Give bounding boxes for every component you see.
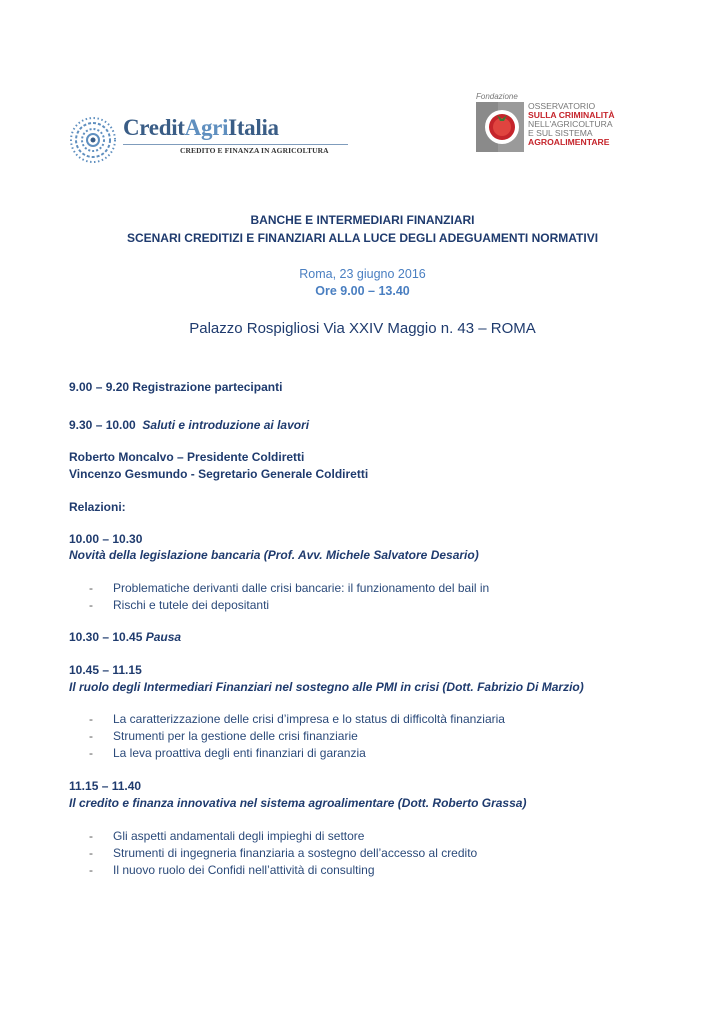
sun-emblem-icon: [68, 115, 118, 165]
brand-tagline: CREDITO E FINANZA IN AGRICOLTURA: [180, 146, 329, 155]
session-2-title: Il ruolo degli Intermediari Finanziari nel sostegno alle PMI in crisi (Dott. Fabrizio Di Marzio): [69, 680, 584, 694]
pause-label: Pausa: [145, 630, 182, 644]
session-3-time: 11.15 – 11.40: [69, 779, 142, 793]
welcome-time: 9.30 – 10.00: [69, 418, 136, 432]
speaker-2: Vincenzo Gesmundo - Segretario Generale Coldiretti: [69, 467, 369, 481]
event-date: Roma, 23 giugno 2016: [299, 267, 426, 281]
agenda-registration: 9.00 – 9.20 Registrazione partecipanti: [69, 380, 283, 394]
event-venue: Palazzo Rospigliosi Via XXIV Maggio n. 43 – ROMA: [189, 320, 536, 337]
brand-divider: [123, 144, 348, 145]
osservatorio-logo: [474, 92, 634, 156]
creditagriitalia-logo: [68, 115, 348, 165]
session-1-time: 10.00 – 10.30: [69, 532, 143, 546]
agenda-pause: [69, 630, 181, 645]
tomato-emblem-icon: [476, 102, 524, 152]
session-3-title: Il credito e finanza innovativa nel sistema agroalimentare (Dott. Roberto Grassa): [69, 796, 527, 810]
event-time: Ore 9.00 – 13.40: [315, 284, 410, 298]
brand-name: CreditAgriItalia: [123, 115, 279, 140]
speaker-1: Roberto Moncalvo – Presidente Coldiretti: [69, 450, 305, 464]
title-line-1: BANCHE E INTERMEDIARI FINANZIARI: [250, 213, 475, 227]
fondazione-label: Fondazione: [476, 92, 518, 101]
relazioni-heading: Relazioni:: [69, 500, 126, 514]
session-2-time: 10.45 – 11.15: [69, 663, 142, 677]
osservatorio-text: OSSERVATORIO SULLA CRIMINALITÀ NELL'AGRICOLTURA E SUL SISTEMA AGROALIMENTARE: [528, 101, 615, 147]
pause-time: 10.30 – 10.45: [69, 630, 143, 644]
session-1-title: Novità della legislazione bancaria (Prof. Avv. Michele Salvatore Desario): [69, 548, 479, 562]
title-line-2: SCENARI CREDITIZI E FINANZIARI ALLA LUCE DEGLI ADEGUAMENTI NORMATIVI: [126, 231, 599, 245]
welcome-title: Saluti e introduzione ai lavori: [142, 418, 310, 432]
agenda-welcome: [69, 418, 309, 433]
